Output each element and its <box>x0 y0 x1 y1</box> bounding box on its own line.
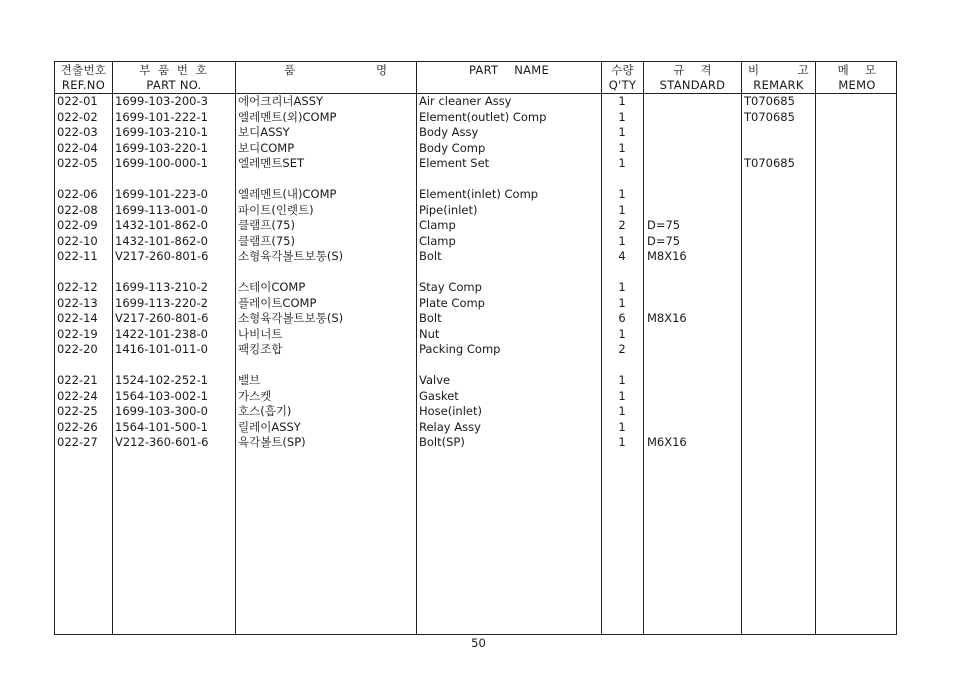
remark-cell: T070685 <box>744 156 795 170</box>
part-name-cell: Plate Comp <box>419 295 485 310</box>
korean-name-cell: 육각볼트(SP) <box>238 435 306 449</box>
ref-no-cell: 022-13 <box>57 295 98 310</box>
ref-no-cell: 022-09 <box>57 218 98 232</box>
ref-no-cell: 022-06 <box>57 187 98 201</box>
part-no-cell: 1699-113-220-2 <box>115 295 208 310</box>
korean-name-cell: 엘레멘트SET <box>238 156 305 170</box>
part-name-cell: Clamp <box>419 218 456 232</box>
qty-cell: 2 <box>618 342 626 356</box>
korean-name-cell: 나비너트 <box>238 326 283 341</box>
header-name-kr-1: 품 <box>284 63 296 77</box>
korean-name-cell: 엘레멘트(내)COMP <box>238 187 337 201</box>
table-row <box>55 249 896 265</box>
ref-no-cell: 022-04 <box>57 140 98 155</box>
part-no-cell: 1699-103-200-3 <box>115 94 208 108</box>
part-no-cell: 1699-103-210-1 <box>115 125 208 139</box>
part-no-cell: 1699-101-222-1 <box>115 109 208 124</box>
qty-cell: 1 <box>618 419 626 434</box>
header-remark-en: REMARK <box>753 78 804 92</box>
korean-name-cell: 클램프(75) <box>238 233 295 248</box>
part-name-cell: Body Comp <box>419 140 486 155</box>
part-no-cell: 1699-100-000-1 <box>115 156 208 170</box>
ref-no-cell: 022-03 <box>57 125 98 139</box>
header-name-kr-2: 명 <box>376 63 388 77</box>
table-row <box>55 203 896 219</box>
part-no-cell: 1432-101-862-0 <box>115 233 208 248</box>
part-name-cell: Hose(inlet) <box>419 404 482 418</box>
ref-no-cell: 022-12 <box>57 280 98 294</box>
ref-no-cell: 022-25 <box>57 404 98 418</box>
table-row <box>55 125 896 141</box>
header-standard-en: STANDARD <box>659 78 726 92</box>
table-row <box>55 311 896 327</box>
table-row <box>55 342 896 358</box>
part-no-cell: 1564-103-002-1 <box>115 388 208 403</box>
standard-cell: M8X16 <box>647 249 687 263</box>
header-ref-no <box>55 62 112 93</box>
part-no-cell: 1699-113-001-0 <box>115 202 208 217</box>
part-name-cell: Element(inlet) Comp <box>419 187 539 201</box>
header-memo-en: MEMO <box>838 78 876 92</box>
part-name-cell: Clamp <box>419 233 456 248</box>
ref-no-cell: 022-26 <box>57 419 98 434</box>
qty-cell: 1 <box>618 404 626 418</box>
table-row <box>55 187 896 203</box>
korean-name-cell: 보디COMP <box>238 140 295 155</box>
qty-cell: 2 <box>618 218 626 232</box>
parts-table <box>54 61 897 635</box>
part-name-cell: Air cleaner Assy <box>419 94 512 108</box>
qty-cell: 1 <box>618 435 626 449</box>
standard-cell: D=75 <box>647 233 681 248</box>
part-no-cell: V212-360-601-6 <box>115 435 209 449</box>
part-no-cell: 1699-103-220-1 <box>115 140 208 155</box>
table-row <box>55 218 896 234</box>
ref-no-cell: 022-11 <box>57 249 98 263</box>
header-standard <box>644 62 741 93</box>
korean-name-cell: 보디ASSY <box>238 125 290 139</box>
korean-name-cell: 소형육각볼트보통(S) <box>238 249 344 263</box>
ref-no-cell: 022-10 <box>57 233 98 248</box>
qty-cell: 1 <box>618 373 626 387</box>
part-name-cell: Element(outlet) Comp <box>419 109 547 124</box>
part-no-cell: 1699-101-223-0 <box>115 187 208 201</box>
ref-no-cell: 022-24 <box>57 388 98 403</box>
ref-no-cell: 022-05 <box>57 156 98 170</box>
qty-cell: 1 <box>618 202 626 217</box>
qty-cell: 1 <box>618 125 626 139</box>
header-part-no-kr: 부 품 번 호 <box>139 63 209 77</box>
qty-cell: 1 <box>618 140 626 155</box>
korean-name-cell: 릴레이ASSY <box>238 419 301 434</box>
part-name-cell: Stay Comp <box>419 280 482 294</box>
header-qty-en: Q'TY <box>608 78 637 92</box>
table-row <box>55 404 896 420</box>
table-row <box>55 110 896 126</box>
part-no-cell: 1416-101-011-0 <box>115 342 208 356</box>
korean-name-cell: 클램프(75) <box>238 218 295 232</box>
part-no-cell: 1432-101-862-0 <box>115 218 208 232</box>
header-memo <box>816 62 898 93</box>
table-row <box>55 389 896 405</box>
table-row <box>55 420 896 436</box>
qty-cell: 1 <box>618 326 626 341</box>
qty-cell: 1 <box>618 109 626 124</box>
part-name-cell: Body Assy <box>419 125 479 139</box>
table-row <box>55 296 896 312</box>
part-no-cell: V217-260-801-6 <box>115 249 209 263</box>
part-name-cell: Relay Assy <box>419 419 481 434</box>
qty-cell: 1 <box>618 156 626 170</box>
korean-name-cell: 소형육각볼트보통(S) <box>238 311 344 325</box>
header-remark-kr-2: 고 <box>797 63 809 77</box>
header-ref-no-kr: 견출번호 <box>60 63 107 77</box>
table-row <box>55 234 896 250</box>
part-name-cell: Bolt <box>419 249 442 263</box>
table-row <box>55 156 896 172</box>
table-row <box>55 94 896 110</box>
korean-name-cell: 팩킹조합 <box>238 342 283 356</box>
qty-cell: 1 <box>618 187 626 201</box>
qty-cell: 1 <box>618 295 626 310</box>
part-no-cell: 1422-101-238-0 <box>115 326 208 341</box>
ref-no-cell: 022-01 <box>57 94 98 108</box>
qty-cell: 6 <box>618 311 626 325</box>
korean-name-cell: 에어크리너ASSY <box>238 94 324 108</box>
table-row <box>55 327 896 343</box>
ref-no-cell: 022-20 <box>57 342 98 356</box>
part-name-cell: Nut <box>419 326 440 341</box>
standard-cell: M8X16 <box>647 311 687 325</box>
qty-cell: 1 <box>618 233 626 248</box>
korean-name-cell: 플레이트COMP <box>238 295 317 310</box>
part-name-cell: Valve <box>419 373 451 387</box>
table-row <box>55 141 896 157</box>
ref-no-cell: 022-02 <box>57 109 98 124</box>
part-no-cell: 1524-102-252-1 <box>115 373 208 387</box>
header-part-no-en: PART NO. <box>146 78 202 92</box>
header-qty <box>602 62 643 93</box>
part-name-cell: Element Set <box>419 156 490 170</box>
korean-name-cell: 엘레멘트(외)COMP <box>238 109 337 124</box>
part-name-cell: Gasket <box>419 388 459 403</box>
header-ref-no-en: REF.NO <box>61 78 106 92</box>
part-no-cell: 1699-113-210-2 <box>115 280 208 294</box>
ref-no-cell: 022-08 <box>57 202 98 217</box>
part-no-cell: V217-260-801-6 <box>115 311 209 325</box>
part-name-cell: Bolt(SP) <box>419 435 465 449</box>
korean-name-cell: 파이트(인렛트) <box>238 202 314 217</box>
qty-cell: 1 <box>618 280 626 294</box>
header-remark <box>742 62 815 93</box>
header-part-name-en: PART NAME <box>468 63 550 77</box>
korean-name-cell: 가스켓 <box>238 388 272 403</box>
ref-no-cell: 022-19 <box>57 326 98 341</box>
standard-cell: D=75 <box>647 218 681 232</box>
part-no-cell: 1564-101-500-1 <box>115 419 208 434</box>
part-name-cell: Bolt <box>419 311 442 325</box>
part-name-cell: Packing Comp <box>419 342 501 356</box>
table-row <box>55 280 896 296</box>
remark-cell: T070685 <box>744 109 795 124</box>
korean-name-cell: 밸브 <box>238 373 261 387</box>
ref-no-cell: 022-21 <box>57 373 98 387</box>
page-number: 50 <box>471 636 486 650</box>
header-standard-kr: 규 격 <box>673 63 712 77</box>
ref-no-cell: 022-14 <box>57 311 98 325</box>
header-memo-kr: 메 모 <box>837 63 877 77</box>
ref-no-cell: 022-27 <box>57 435 98 449</box>
qty-cell: 1 <box>618 94 626 108</box>
korean-name-cell: 호스(흡기) <box>238 404 292 418</box>
part-name-cell: Pipe(inlet) <box>419 202 478 217</box>
table-row <box>55 373 896 389</box>
header-part-name <box>417 62 601 93</box>
table-row <box>55 435 896 451</box>
part-no-cell: 1699-103-300-0 <box>115 404 208 418</box>
qty-cell: 4 <box>618 249 626 263</box>
header-name-kr <box>236 62 416 93</box>
header-remark-kr-1: 비 <box>748 63 760 77</box>
header-qty-kr: 수량 <box>611 63 634 77</box>
qty-cell: 1 <box>618 388 626 403</box>
korean-name-cell: 스테이COMP <box>238 280 306 294</box>
header-part-no <box>113 62 235 93</box>
remark-cell: T070685 <box>744 94 795 108</box>
standard-cell: M6X16 <box>647 435 687 449</box>
